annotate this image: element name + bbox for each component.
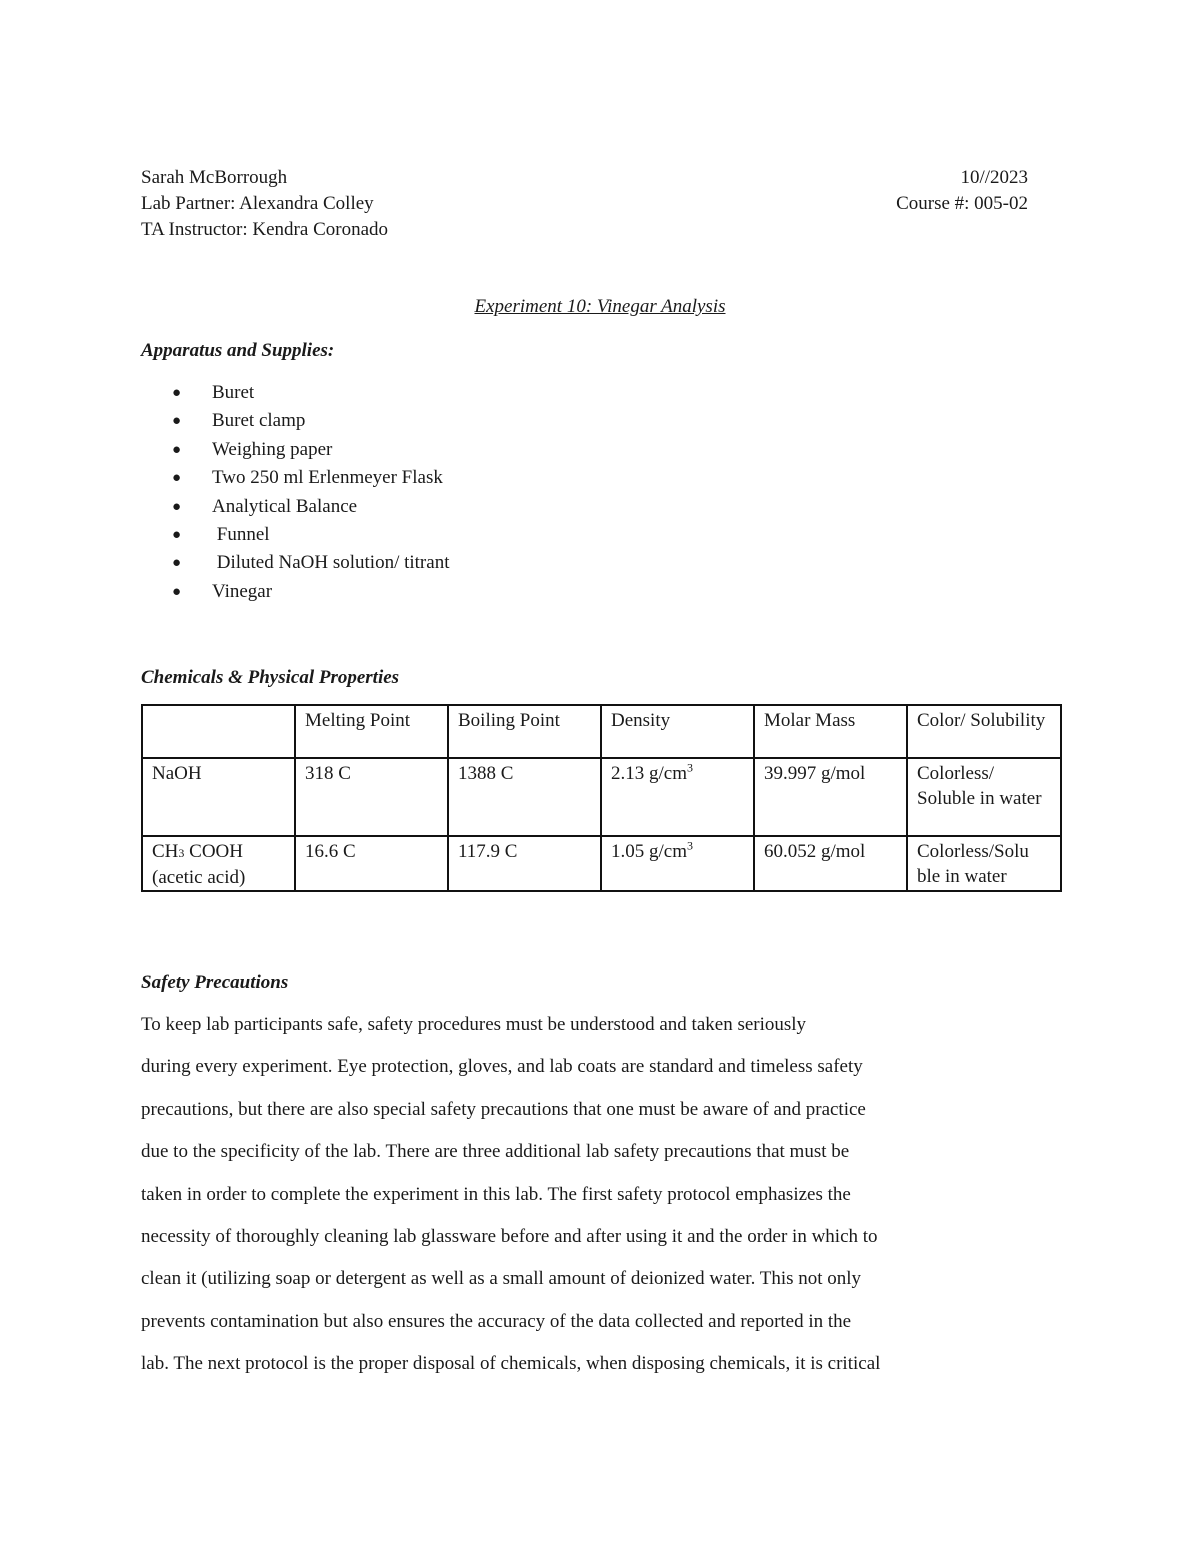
chemical-name: NaOH <box>142 758 295 836</box>
list-item <box>141 495 449 523</box>
table-header-cell: Boiling Point <box>448 705 601 758</box>
list-item-label: Diluted NaOH solution/ titrant <box>212 552 450 574</box>
color-solubility-cell <box>907 836 1061 891</box>
molar-mass: 60.052 g/mol <box>754 836 907 891</box>
melting-point: 318 C <box>295 758 448 836</box>
paragraph-line: prevents contamination but also ensures the accuracy of the data collected and reported in the <box>141 1310 852 1332</box>
course-number: Course #: 005-02 <box>896 193 1028 214</box>
supplies-list <box>141 381 449 608</box>
boiling-point: 1388 C <box>448 758 601 836</box>
density-exponent: 3 <box>687 838 693 853</box>
student-name: Sarah McBorrough <box>141 167 288 188</box>
list-item <box>141 523 449 551</box>
paragraph-line: clean it (utilizing soap or detergent as well as a small amount of deionized water. This not only <box>141 1268 862 1290</box>
table-row <box>142 836 1061 891</box>
boiling-point: 117.9 C <box>448 836 601 891</box>
paragraph-line: due to the specificity of the lab. There are three additional lab safety precautions that must be <box>141 1141 850 1163</box>
chemical-common-name: (acetic acid) <box>152 866 246 888</box>
bullet-icon: ● <box>172 385 182 401</box>
paragraph-line: precautions, but there are also special safety precautions that one must be aware of and practice <box>141 1098 866 1120</box>
report-date: 10//2023 <box>960 167 1028 188</box>
molar-mass: 39.997 g/mol <box>754 758 907 836</box>
bullet-icon: ● <box>172 526 182 543</box>
list-item-label: Two 250 ml Erlenmeyer Flask <box>212 467 443 489</box>
table-header-cell <box>142 705 295 758</box>
density-value: 2.13 g/cm <box>611 763 687 784</box>
list-item <box>141 466 449 494</box>
table-row <box>142 758 1061 836</box>
paragraph-line: To keep lab participants safe, safety procedures must be understood and taken seriously <box>141 1014 807 1035</box>
color-solubility-line-2: ble in water <box>917 865 1007 887</box>
density-exponent: 3 <box>687 760 693 775</box>
bullet-icon: ● <box>172 555 182 572</box>
table-header-cell: Density <box>601 705 754 758</box>
lab-partner: Lab Partner: Alexandra Colley <box>141 193 374 214</box>
color-solubility-line-1: Colorless/Solu <box>917 841 1029 862</box>
ta-instructor: TA Instructor: Kendra Coronado <box>141 219 388 240</box>
safety-heading: Safety Precautions <box>141 972 289 993</box>
bullet-icon: ● <box>172 583 182 600</box>
density-cell <box>601 758 754 836</box>
chemicals-heading: Chemicals & Physical Properties <box>141 667 400 688</box>
list-item-label: Analytical Balance <box>212 495 358 517</box>
list-item-label: Buret clamp <box>212 410 306 432</box>
paragraph-line: necessity of thoroughly cleaning lab glassware before and after using it and the order in which to <box>141 1225 878 1247</box>
paragraph-line: during every experiment. Eye protection, gloves, and lab coats are standard and timeless safety <box>141 1056 863 1078</box>
chemical-properties-table <box>141 704 1062 892</box>
safety-paragraph <box>141 1012 1001 1394</box>
paragraph-line: taken in order to complete the experiment in this lab. The first safety protocol emphasizes the <box>141 1183 851 1205</box>
list-item <box>141 438 449 466</box>
formula-subscript: 3 <box>178 846 185 860</box>
table-header-cell: Molar Mass <box>754 705 907 758</box>
apparatus-heading: Apparatus and Supplies: <box>141 340 335 361</box>
table-header-row <box>142 705 1061 758</box>
list-item-label: Vinegar <box>212 580 273 602</box>
bullet-icon: ● <box>172 498 182 515</box>
header-right <box>896 167 1028 219</box>
density-cell <box>601 836 754 891</box>
list-item <box>141 409 449 437</box>
formula-prefix: CH <box>152 841 179 862</box>
list-item-label: Weighing paper <box>212 438 333 460</box>
list-item <box>141 551 449 579</box>
bullet-icon: ● <box>172 413 182 430</box>
table-header-cell: Melting Point <box>295 705 448 758</box>
chemical-name-cell <box>142 836 295 891</box>
table-header-cell: Color/ Solubility <box>907 705 1061 758</box>
paragraph-line: lab. The next protocol is the proper disposal of chemicals, when disposing chemicals, it is critical <box>141 1353 881 1375</box>
list-item <box>141 381 449 409</box>
list-item-label: Funnel <box>212 523 270 545</box>
melting-point: 16.6 C <box>295 836 448 891</box>
header-left <box>141 167 388 245</box>
bullet-icon: ● <box>172 441 182 458</box>
bullet-icon: ● <box>172 470 182 487</box>
list-item-label: Buret <box>212 382 255 403</box>
color-solubility: Colorless/ Soluble in water <box>907 758 1061 836</box>
list-item <box>141 580 449 608</box>
density-value: 1.05 g/cm <box>611 841 687 862</box>
document-title: Experiment 10: Vinegar Analysis <box>474 296 726 317</box>
formula-suffix: COOH <box>184 841 243 862</box>
